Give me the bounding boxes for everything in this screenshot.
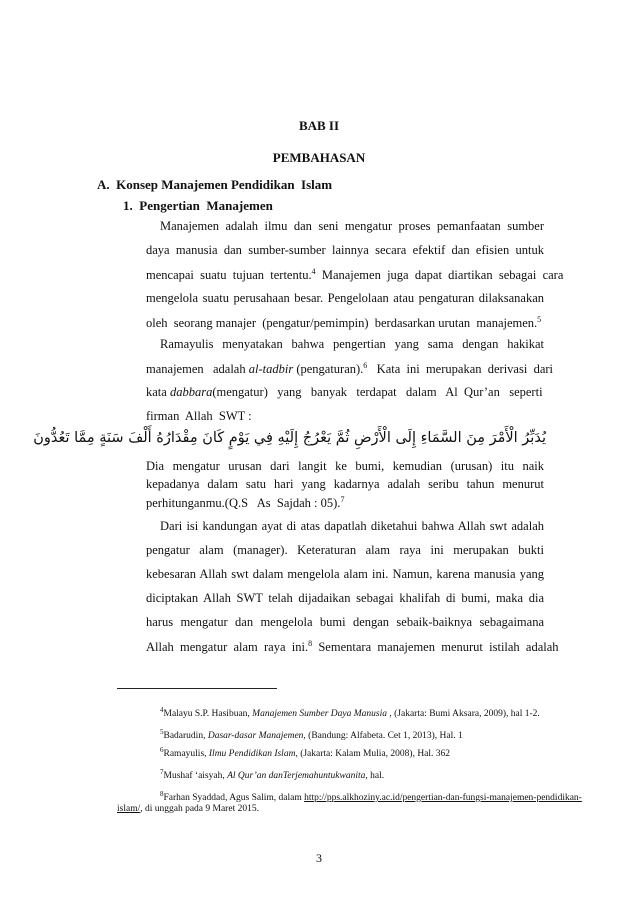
section-heading-a: A. Konsep Manajemen Pendidikan Islam [97, 177, 333, 192]
chapter-title: PEMBAHASAN [272, 150, 366, 165]
footnote-8-continued: islam/, di unggah pada 9 Maret 2015. [117, 804, 259, 814]
text-line: daya manusia dan sumber-sumber lainnya secara efektif dan efisien untuk [146, 243, 544, 257]
text-line: harus mengatur dan mengelola bumi dengan sebaik-baiknya sebagaimana [146, 615, 544, 629]
text-line: perhitunganmu.(Q.S As Sajdah : 05).$^7$ [146, 495, 345, 511]
chapter-number: BAB II [298, 118, 340, 133]
text-line: Dia mengatur urusan dari langit ke bumi, kemudian (urusan) itu naik [146, 459, 544, 473]
footnote-8-link[interactable]: http://pps.alkhoziny.ac.id/pengertian-dan-fungsi-manajemen-pendidikan- [304, 793, 582, 804]
text-line: Allah mengatur alam raya ini.$^8$ Sementara manajemen menurut istilah adalah [146, 639, 559, 655]
footnote-5: $^5$Badarudin, Dasar-dasar Manajemen, (Bandung: Alfabeta. Cet 1, 2013), Hal. 1 [160, 728, 463, 742]
text-line: pengatur alam (manager). Keteraturan alam raya ini merupakan bukti [146, 543, 544, 557]
footnote-ref-5[interactable]: 5 [537, 315, 542, 324]
text-line: mengelola suatu perusahaan besar. Pengelolaan atau pengaturan dilaksanakan [146, 291, 544, 305]
text-line: diciptakan Allah SWT telah dijadaikan sebagai khalifah di bumi, maka dia [146, 591, 544, 605]
arabic-verse: يُدَبِّرُ الْأَمْرَ مِنَ السَّمَاءِ إِلَى الْأَرْضِ ثُمَّ يَعْرُجُ إِلَيْهِ فِي يَوْمٍ كَانَ مِقْدَارُهُ أَلْفَ سَنَةٍ مِمَّا تَعُدُّونَ [33, 430, 546, 446]
footnote-6: $^6$Ramayulis, Ilmu Pendidikan Islam, (Jakarta: Kalam Mulia, 2008), Hal. 362 [160, 746, 451, 760]
text-line: kebesaran Allah swt dalam mengelola alam ini. Namun, karena manusia yang [146, 567, 544, 581]
text-line: oleh seorang manajer (pengatur/pemimpin) berdasarkan urutan manajemen.$^5$ [146, 315, 542, 331]
text-line: Manajemen adalah ilmu dan seni mengatur proses pemanfaatan sumber [160, 219, 544, 233]
text-line: manajemen adalah al-tadbir (pengaturan).$^6$ Kata ini merupakan derivasi dari [146, 361, 553, 377]
footnote-8: $^8$Farhan Syaddad, Agus Salim, dalam http://pps.alkhoziny.ac.id/pengertian-dan-fungsi-manajemen-pendidikan- [160, 790, 582, 804]
page-number: 3 [316, 851, 322, 865]
footnote-8-link-end[interactable]: islam/ [117, 804, 141, 814]
text-line: Ramayulis menyatakan bahwa pengertian yang sama dengan hakikat [160, 337, 544, 351]
footnote-ref-4[interactable]: 4 [311, 267, 316, 276]
text-line: Dari isi kandungan ayat di atas dapatlah diketahui bahwa Allah swt adalah [160, 519, 544, 533]
footnote-ref-8[interactable]: 8 [308, 639, 313, 648]
text-line: firman Allah SWT : [146, 409, 252, 423]
text-line: kepadanya dalam satu hari yang kadarnya adalah seribu tahun menurut [146, 477, 544, 491]
footnote-4: $^4$Malayu S.P. Hasibuan, Manajemen Sumber Daya Manusia , (Jakarta: Bumi Aksara, 2009), hal 1-2. [160, 706, 540, 720]
footnote-7: $^7$Mushaf ‘aisyah, Al Qur’an danTerjemahuntukwanita, hal. [160, 768, 385, 782]
text-line: mencapai suatu tujuan tertentu.$^4$ Manajemen juga dapat diartikan sebagai cara [146, 267, 564, 283]
subsection-heading-1: 1. Pengertian Manajemen [123, 198, 273, 213]
footnote-ref-6[interactable]: 6 [363, 361, 368, 370]
text-line: kata dabbara(mengatur) yang banyak terdapat dalam Al Qur’an seperti [146, 385, 543, 399]
footnote-separator [117, 688, 277, 689]
footnote-ref-7[interactable]: 7 [340, 495, 345, 504]
